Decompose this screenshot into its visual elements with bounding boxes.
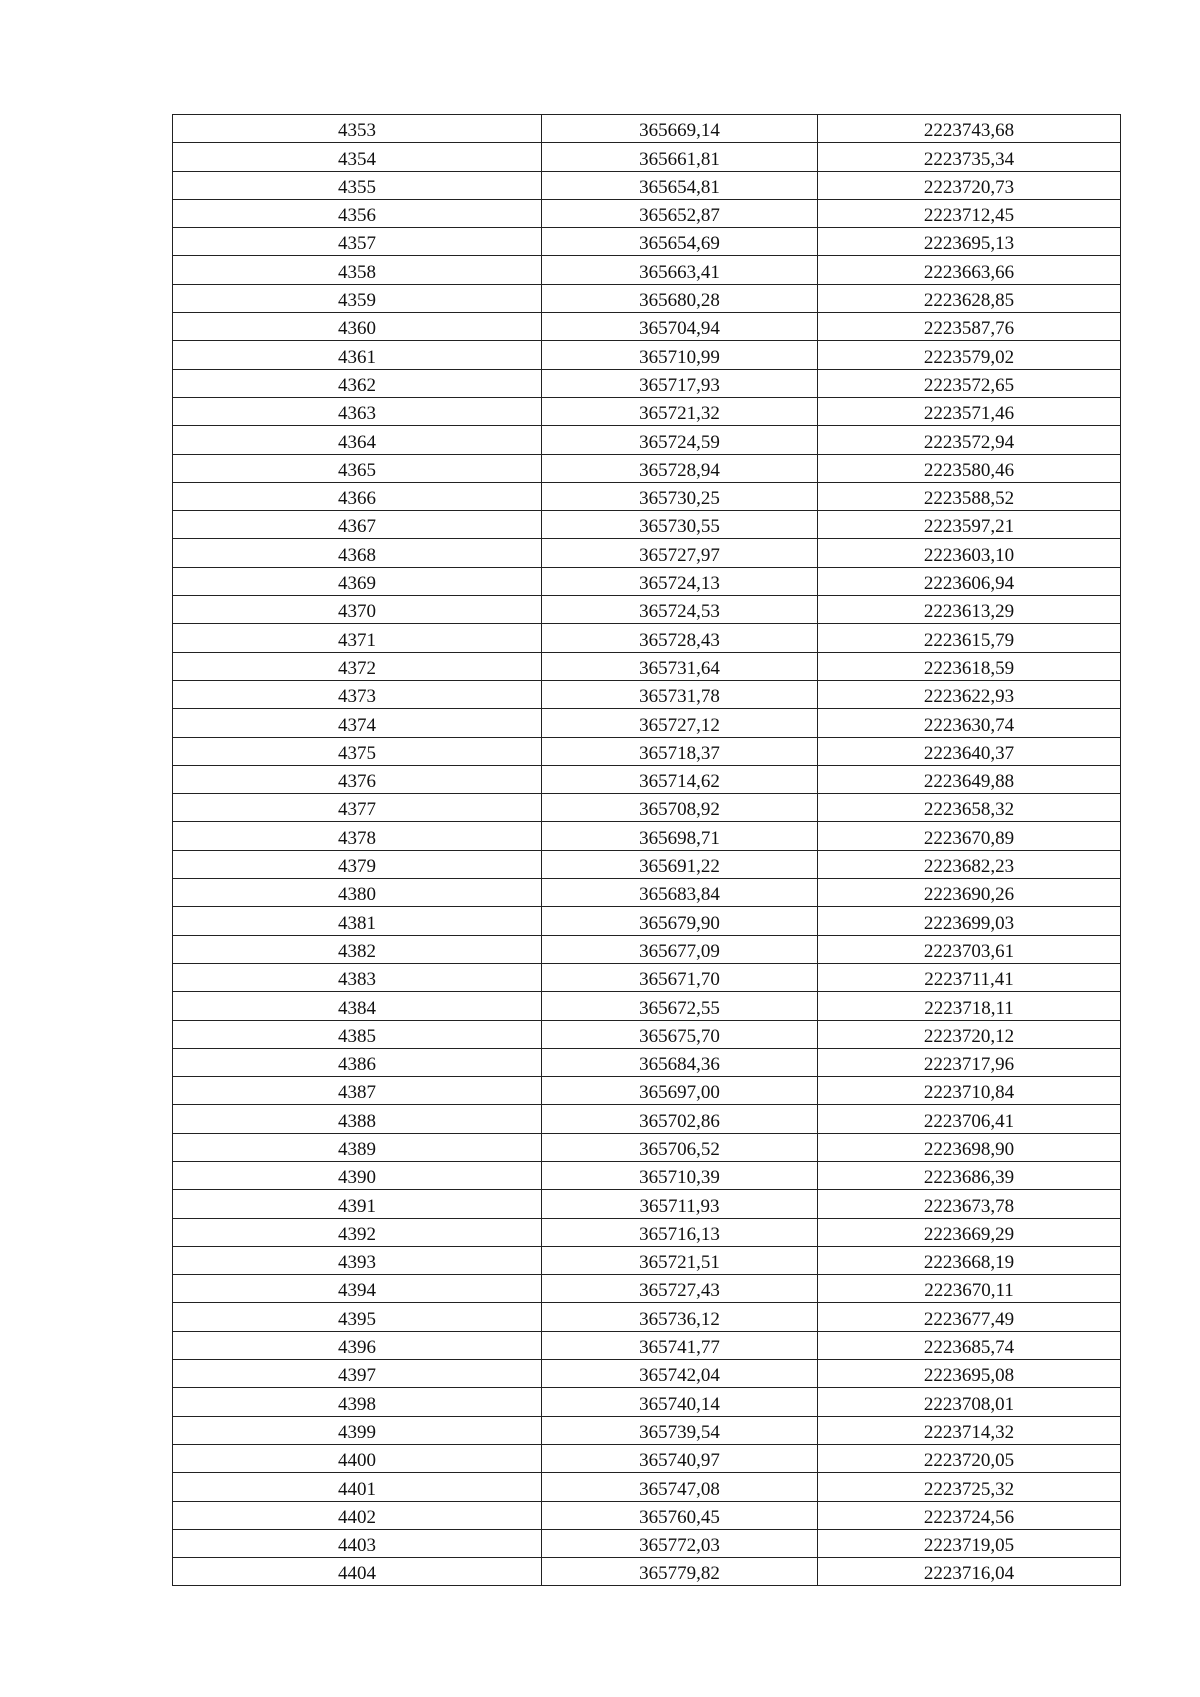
y-coordinate-cell: 2223580,46 bbox=[818, 454, 1121, 482]
x-coordinate-cell: 365714,62 bbox=[542, 765, 818, 793]
table-row bbox=[173, 1275, 1121, 1303]
y-coordinate-cell: 2223673,78 bbox=[818, 1190, 1121, 1218]
table-row bbox=[173, 850, 1121, 878]
table-row bbox=[173, 822, 1121, 850]
x-coordinate-cell: 365728,94 bbox=[542, 454, 818, 482]
table-row bbox=[173, 397, 1121, 425]
point-number-cell: 4372 bbox=[173, 652, 542, 680]
point-number-cell: 4393 bbox=[173, 1246, 542, 1274]
y-coordinate-cell: 2223571,46 bbox=[818, 397, 1121, 425]
point-number-cell: 4400 bbox=[173, 1444, 542, 1472]
point-number-cell: 4366 bbox=[173, 482, 542, 510]
table-row bbox=[173, 1388, 1121, 1416]
x-coordinate-cell: 365654,69 bbox=[542, 228, 818, 256]
y-coordinate-cell: 2223669,29 bbox=[818, 1218, 1121, 1246]
table-row bbox=[173, 567, 1121, 595]
y-coordinate-cell: 2223708,01 bbox=[818, 1388, 1121, 1416]
point-number-cell: 4380 bbox=[173, 879, 542, 907]
x-coordinate-cell: 365704,94 bbox=[542, 313, 818, 341]
x-coordinate-cell: 365736,12 bbox=[542, 1303, 818, 1331]
table-row bbox=[173, 1077, 1121, 1105]
point-number-cell: 4385 bbox=[173, 1020, 542, 1048]
point-number-cell: 4363 bbox=[173, 397, 542, 425]
point-number-cell: 4402 bbox=[173, 1501, 542, 1529]
x-coordinate-cell: 365680,28 bbox=[542, 284, 818, 312]
y-coordinate-cell: 2223698,90 bbox=[818, 1133, 1121, 1161]
x-coordinate-cell: 365691,22 bbox=[542, 850, 818, 878]
y-coordinate-cell: 2223603,10 bbox=[818, 539, 1121, 567]
y-coordinate-cell: 2223706,41 bbox=[818, 1105, 1121, 1133]
table-row bbox=[173, 369, 1121, 397]
point-number-cell: 4353 bbox=[173, 115, 542, 143]
point-number-cell: 4367 bbox=[173, 511, 542, 539]
point-number-cell: 4386 bbox=[173, 1048, 542, 1076]
table-row bbox=[173, 1105, 1121, 1133]
point-number-cell: 4368 bbox=[173, 539, 542, 567]
y-coordinate-cell: 2223724,56 bbox=[818, 1501, 1121, 1529]
point-number-cell: 4381 bbox=[173, 907, 542, 935]
y-coordinate-cell: 2223690,26 bbox=[818, 879, 1121, 907]
y-coordinate-cell: 2223630,74 bbox=[818, 709, 1121, 737]
table-row bbox=[173, 765, 1121, 793]
table-row bbox=[173, 879, 1121, 907]
x-coordinate-cell: 365731,78 bbox=[542, 680, 818, 708]
y-coordinate-cell: 2223711,41 bbox=[818, 963, 1121, 991]
table-row bbox=[173, 709, 1121, 737]
table-row bbox=[173, 1473, 1121, 1501]
y-coordinate-cell: 2223699,03 bbox=[818, 907, 1121, 935]
table-row bbox=[173, 992, 1121, 1020]
y-coordinate-cell: 2223743,68 bbox=[818, 115, 1121, 143]
x-coordinate-cell: 365684,36 bbox=[542, 1048, 818, 1076]
table-row bbox=[173, 199, 1121, 227]
x-coordinate-cell: 365727,43 bbox=[542, 1275, 818, 1303]
point-number-cell: 4401 bbox=[173, 1473, 542, 1501]
table-row bbox=[173, 1444, 1121, 1472]
table-row bbox=[173, 1331, 1121, 1359]
y-coordinate-cell: 2223606,94 bbox=[818, 567, 1121, 595]
x-coordinate-cell: 365711,93 bbox=[542, 1190, 818, 1218]
point-number-cell: 4378 bbox=[173, 822, 542, 850]
y-coordinate-cell: 2223618,59 bbox=[818, 652, 1121, 680]
table-row bbox=[173, 1218, 1121, 1246]
point-number-cell: 4365 bbox=[173, 454, 542, 482]
table-row bbox=[173, 115, 1121, 143]
point-number-cell: 4389 bbox=[173, 1133, 542, 1161]
table-row bbox=[173, 1161, 1121, 1189]
x-coordinate-cell: 365710,39 bbox=[542, 1161, 818, 1189]
y-coordinate-cell: 2223720,05 bbox=[818, 1444, 1121, 1472]
y-coordinate-cell: 2223720,73 bbox=[818, 171, 1121, 199]
y-coordinate-cell: 2223677,49 bbox=[818, 1303, 1121, 1331]
point-number-cell: 4369 bbox=[173, 567, 542, 595]
point-number-cell: 4397 bbox=[173, 1360, 542, 1388]
y-coordinate-cell: 2223714,32 bbox=[818, 1416, 1121, 1444]
y-coordinate-cell: 2223725,32 bbox=[818, 1473, 1121, 1501]
coordinates-table-body bbox=[173, 115, 1121, 1586]
table-row bbox=[173, 482, 1121, 510]
point-number-cell: 4398 bbox=[173, 1388, 542, 1416]
table-row bbox=[173, 1529, 1121, 1557]
y-coordinate-cell: 2223663,66 bbox=[818, 256, 1121, 284]
point-number-cell: 4364 bbox=[173, 426, 542, 454]
x-coordinate-cell: 365652,87 bbox=[542, 199, 818, 227]
point-number-cell: 4361 bbox=[173, 341, 542, 369]
point-number-cell: 4404 bbox=[173, 1558, 542, 1586]
point-number-cell: 4358 bbox=[173, 256, 542, 284]
table-row bbox=[173, 313, 1121, 341]
x-coordinate-cell: 365727,97 bbox=[542, 539, 818, 567]
y-coordinate-cell: 2223686,39 bbox=[818, 1161, 1121, 1189]
x-coordinate-cell: 365721,51 bbox=[542, 1246, 818, 1274]
table-row bbox=[173, 284, 1121, 312]
table-row bbox=[173, 1133, 1121, 1161]
x-coordinate-cell: 365672,55 bbox=[542, 992, 818, 1020]
x-coordinate-cell: 365708,92 bbox=[542, 794, 818, 822]
x-coordinate-cell: 365747,08 bbox=[542, 1473, 818, 1501]
table-row bbox=[173, 1303, 1121, 1331]
point-number-cell: 4387 bbox=[173, 1077, 542, 1105]
point-number-cell: 4371 bbox=[173, 624, 542, 652]
y-coordinate-cell: 2223670,11 bbox=[818, 1275, 1121, 1303]
table-row bbox=[173, 143, 1121, 171]
table-row bbox=[173, 1020, 1121, 1048]
point-number-cell: 4384 bbox=[173, 992, 542, 1020]
point-number-cell: 4399 bbox=[173, 1416, 542, 1444]
point-number-cell: 4395 bbox=[173, 1303, 542, 1331]
table-row bbox=[173, 1558, 1121, 1586]
point-number-cell: 4403 bbox=[173, 1529, 542, 1557]
table-row bbox=[173, 794, 1121, 822]
y-coordinate-cell: 2223703,61 bbox=[818, 935, 1121, 963]
point-number-cell: 4357 bbox=[173, 228, 542, 256]
point-number-cell: 4390 bbox=[173, 1161, 542, 1189]
x-coordinate-cell: 365671,70 bbox=[542, 963, 818, 991]
point-number-cell: 4391 bbox=[173, 1190, 542, 1218]
x-coordinate-cell: 365740,14 bbox=[542, 1388, 818, 1416]
x-coordinate-cell: 365730,55 bbox=[542, 511, 818, 539]
point-number-cell: 4355 bbox=[173, 171, 542, 199]
y-coordinate-cell: 2223685,74 bbox=[818, 1331, 1121, 1359]
point-number-cell: 4374 bbox=[173, 709, 542, 737]
point-number-cell: 4377 bbox=[173, 794, 542, 822]
table-row bbox=[173, 539, 1121, 567]
x-coordinate-cell: 365742,04 bbox=[542, 1360, 818, 1388]
y-coordinate-cell: 2223695,13 bbox=[818, 228, 1121, 256]
table-row bbox=[173, 963, 1121, 991]
point-number-cell: 4359 bbox=[173, 284, 542, 312]
x-coordinate-cell: 365772,03 bbox=[542, 1529, 818, 1557]
table-row bbox=[173, 1048, 1121, 1076]
x-coordinate-cell: 365717,93 bbox=[542, 369, 818, 397]
point-number-cell: 4388 bbox=[173, 1105, 542, 1133]
point-number-cell: 4370 bbox=[173, 596, 542, 624]
y-coordinate-cell: 2223628,85 bbox=[818, 284, 1121, 312]
x-coordinate-cell: 365718,37 bbox=[542, 737, 818, 765]
y-coordinate-cell: 2223682,23 bbox=[818, 850, 1121, 878]
table-row bbox=[173, 1501, 1121, 1529]
point-number-cell: 4396 bbox=[173, 1331, 542, 1359]
y-coordinate-cell: 2223720,12 bbox=[818, 1020, 1121, 1048]
y-coordinate-cell: 2223579,02 bbox=[818, 341, 1121, 369]
table-row bbox=[173, 228, 1121, 256]
y-coordinate-cell: 2223710,84 bbox=[818, 1077, 1121, 1105]
table-row bbox=[173, 1190, 1121, 1218]
x-coordinate-cell: 365661,81 bbox=[542, 143, 818, 171]
table-row bbox=[173, 511, 1121, 539]
x-coordinate-cell: 365663,41 bbox=[542, 256, 818, 284]
table-row bbox=[173, 256, 1121, 284]
y-coordinate-cell: 2223613,29 bbox=[818, 596, 1121, 624]
y-coordinate-cell: 2223587,76 bbox=[818, 313, 1121, 341]
x-coordinate-cell: 365760,45 bbox=[542, 1501, 818, 1529]
table-row bbox=[173, 1416, 1121, 1444]
point-number-cell: 4376 bbox=[173, 765, 542, 793]
table-row bbox=[173, 737, 1121, 765]
x-coordinate-cell: 365730,25 bbox=[542, 482, 818, 510]
x-coordinate-cell: 365727,12 bbox=[542, 709, 818, 737]
coordinates-table bbox=[172, 114, 1121, 1586]
table-row bbox=[173, 1246, 1121, 1274]
x-coordinate-cell: 365728,43 bbox=[542, 624, 818, 652]
x-coordinate-cell: 365698,71 bbox=[542, 822, 818, 850]
table-row bbox=[173, 624, 1121, 652]
y-coordinate-cell: 2223668,19 bbox=[818, 1246, 1121, 1274]
table-row bbox=[173, 935, 1121, 963]
y-coordinate-cell: 2223719,05 bbox=[818, 1529, 1121, 1557]
point-number-cell: 4394 bbox=[173, 1275, 542, 1303]
table-row bbox=[173, 426, 1121, 454]
x-coordinate-cell: 365724,13 bbox=[542, 567, 818, 595]
x-coordinate-cell: 365669,14 bbox=[542, 115, 818, 143]
x-coordinate-cell: 365724,53 bbox=[542, 596, 818, 624]
point-number-cell: 4382 bbox=[173, 935, 542, 963]
y-coordinate-cell: 2223649,88 bbox=[818, 765, 1121, 793]
point-number-cell: 4360 bbox=[173, 313, 542, 341]
x-coordinate-cell: 365675,70 bbox=[542, 1020, 818, 1048]
x-coordinate-cell: 365710,99 bbox=[542, 341, 818, 369]
table-row bbox=[173, 1360, 1121, 1388]
y-coordinate-cell: 2223597,21 bbox=[818, 511, 1121, 539]
x-coordinate-cell: 365702,86 bbox=[542, 1105, 818, 1133]
y-coordinate-cell: 2223670,89 bbox=[818, 822, 1121, 850]
x-coordinate-cell: 365731,64 bbox=[542, 652, 818, 680]
point-number-cell: 4362 bbox=[173, 369, 542, 397]
y-coordinate-cell: 2223735,34 bbox=[818, 143, 1121, 171]
point-number-cell: 4375 bbox=[173, 737, 542, 765]
table-row bbox=[173, 652, 1121, 680]
y-coordinate-cell: 2223572,65 bbox=[818, 369, 1121, 397]
table-row bbox=[173, 454, 1121, 482]
x-coordinate-cell: 365724,59 bbox=[542, 426, 818, 454]
x-coordinate-cell: 365716,13 bbox=[542, 1218, 818, 1246]
point-number-cell: 4354 bbox=[173, 143, 542, 171]
point-number-cell: 4373 bbox=[173, 680, 542, 708]
x-coordinate-cell: 365739,54 bbox=[542, 1416, 818, 1444]
y-coordinate-cell: 2223718,11 bbox=[818, 992, 1121, 1020]
x-coordinate-cell: 365677,09 bbox=[542, 935, 818, 963]
y-coordinate-cell: 2223572,94 bbox=[818, 426, 1121, 454]
point-number-cell: 4392 bbox=[173, 1218, 542, 1246]
point-number-cell: 4356 bbox=[173, 199, 542, 227]
y-coordinate-cell: 2223712,45 bbox=[818, 199, 1121, 227]
point-number-cell: 4379 bbox=[173, 850, 542, 878]
x-coordinate-cell: 365779,82 bbox=[542, 1558, 818, 1586]
y-coordinate-cell: 2223717,96 bbox=[818, 1048, 1121, 1076]
table-row bbox=[173, 171, 1121, 199]
x-coordinate-cell: 365721,32 bbox=[542, 397, 818, 425]
y-coordinate-cell: 2223615,79 bbox=[818, 624, 1121, 652]
y-coordinate-cell: 2223695,08 bbox=[818, 1360, 1121, 1388]
point-number-cell: 4383 bbox=[173, 963, 542, 991]
x-coordinate-cell: 365683,84 bbox=[542, 879, 818, 907]
y-coordinate-cell: 2223588,52 bbox=[818, 482, 1121, 510]
table-row bbox=[173, 680, 1121, 708]
x-coordinate-cell: 365706,52 bbox=[542, 1133, 818, 1161]
x-coordinate-cell: 365679,90 bbox=[542, 907, 818, 935]
x-coordinate-cell: 365741,77 bbox=[542, 1331, 818, 1359]
table-row bbox=[173, 341, 1121, 369]
x-coordinate-cell: 365697,00 bbox=[542, 1077, 818, 1105]
y-coordinate-cell: 2223640,37 bbox=[818, 737, 1121, 765]
x-coordinate-cell: 365740,97 bbox=[542, 1444, 818, 1472]
y-coordinate-cell: 2223658,32 bbox=[818, 794, 1121, 822]
table-row bbox=[173, 596, 1121, 624]
y-coordinate-cell: 2223622,93 bbox=[818, 680, 1121, 708]
y-coordinate-cell: 2223716,04 bbox=[818, 1558, 1121, 1586]
table-row bbox=[173, 907, 1121, 935]
x-coordinate-cell: 365654,81 bbox=[542, 171, 818, 199]
